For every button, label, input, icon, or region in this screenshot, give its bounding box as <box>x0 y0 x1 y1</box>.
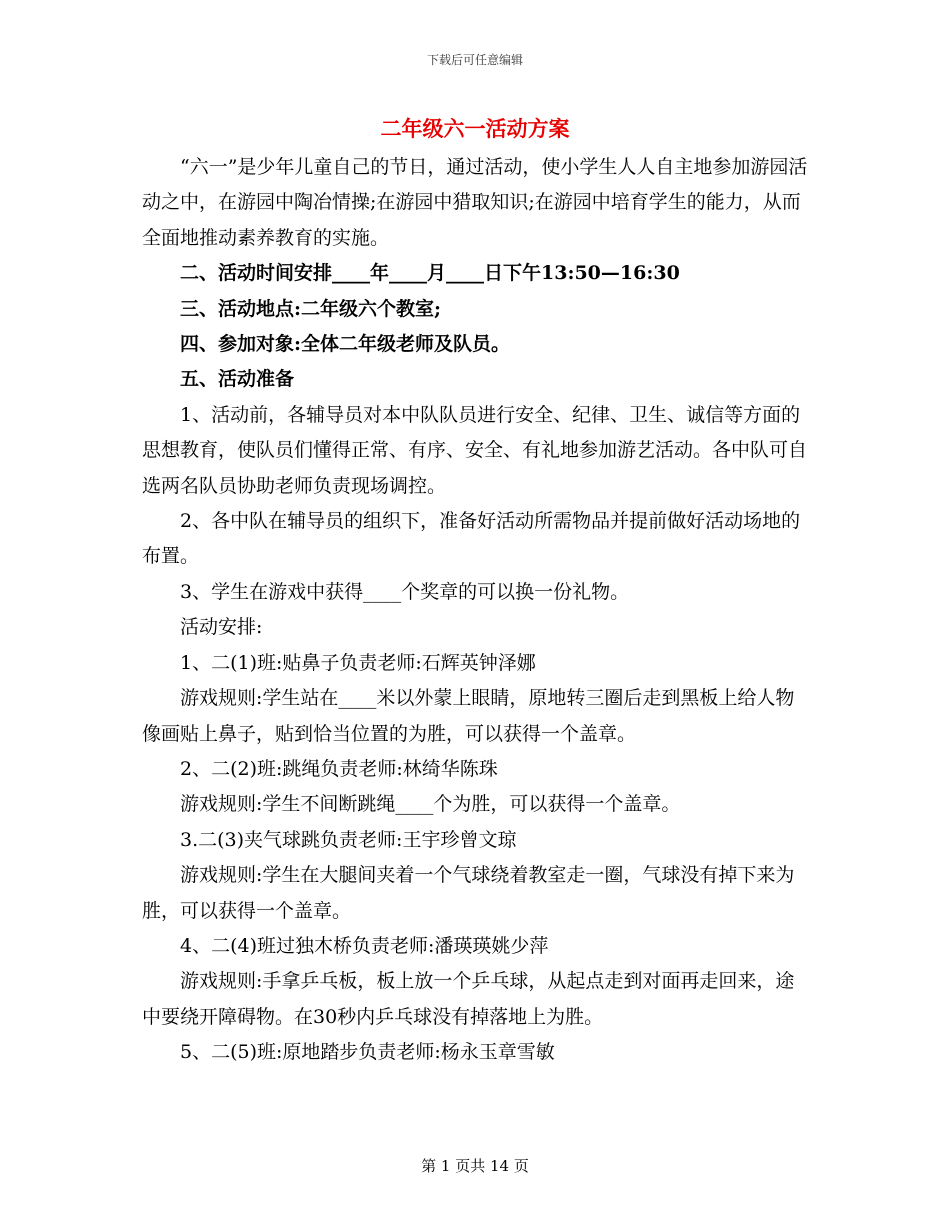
game-rule-class-3: 游戏规则:学生在大腿间夹着一个气球绕着教室走一圈，气球没有掉下来为胜，可以获得一个盖章。 <box>142 864 795 922</box>
section-participants: 四、参加对象:全体二年级老师及队员。 <box>180 333 511 356</box>
section-preparation-heading: 五、活动准备 <box>180 368 295 391</box>
document-title: 二年级六一活动方案 <box>380 116 570 141</box>
page-header-note: 下载后可任意编辑 <box>426 53 523 67</box>
preparation-item-1: 1、活动前，各辅导员对本中队队员进行安全、纪律、卫生、诚信等方面的思想教育，使队员们懂得正常、有序、安全、有礼地参加游艺活动。各中队可自选两名队员协助老师负责现场调控。 <box>142 403 808 497</box>
activity-class-4: 4、二(4)班过独木桥负责老师:潘瑛瑛姚少萍 <box>180 934 549 957</box>
activity-class-5: 5、二(5)班:原地踏步负责老师:杨永玉章雪敏 <box>180 1041 555 1064</box>
preparation-item-3: 3、学生在游戏中获得____个奖章的可以换一份礼物。 <box>180 580 630 603</box>
section-activity-location: 三、活动地点:二年级六个教室; <box>180 297 442 320</box>
intro-paragraph: “六一”是少年儿童自己的节日，通过活动，使小学生人人自主地参加游园活动之中，在游园中陶冶情操;在游园中猎取知识;在游园中培育学生的能力，从而全面地推动素养教育的实施。 <box>142 156 808 249</box>
activity-class-2: 2、二(2)班:跳绳负责老师:林绮华陈珠 <box>180 757 498 780</box>
game-rule-class-2: 游戏规则:学生不间断跳绳____个为胜，可以获得一个盖章。 <box>180 793 681 816</box>
activity-class-1: 1、二(1)班:贴鼻子负责老师:石辉英钟泽娜 <box>180 651 536 674</box>
document-body <box>142 150 810 1071</box>
section-activity-time: 二、活动时间安排____年____月____日下午13:50—16:30 <box>180 262 680 285</box>
preparation-item-2: 2、各中队在辅导员的组织下，准备好活动所需物品并提前做好活动场地的布置。 <box>142 510 801 568</box>
game-rule-class-1: 游戏规则:学生站在____米以外蒙上眼睛，原地转三圈后走到黑板上给人物像画贴上鼻子，贴到恰当位置的为胜，可以获得一个盖章。 <box>142 687 795 745</box>
activity-arrangement-heading: 活动安排: <box>180 616 263 639</box>
page-number: 第 1 页共 14 页 <box>421 1157 529 1175</box>
game-rule-class-4: 游戏规则:手拿乒乓板，板上放一个乒乓球，从起点走到对面再走回来，途中要绕开障碍物。在30秒内乒乓球没有掉落地上为胜。 <box>142 970 795 1028</box>
activity-class-3: 3.二(3)夹气球跳负责老师:王宇珍曾文琼 <box>180 828 517 851</box>
